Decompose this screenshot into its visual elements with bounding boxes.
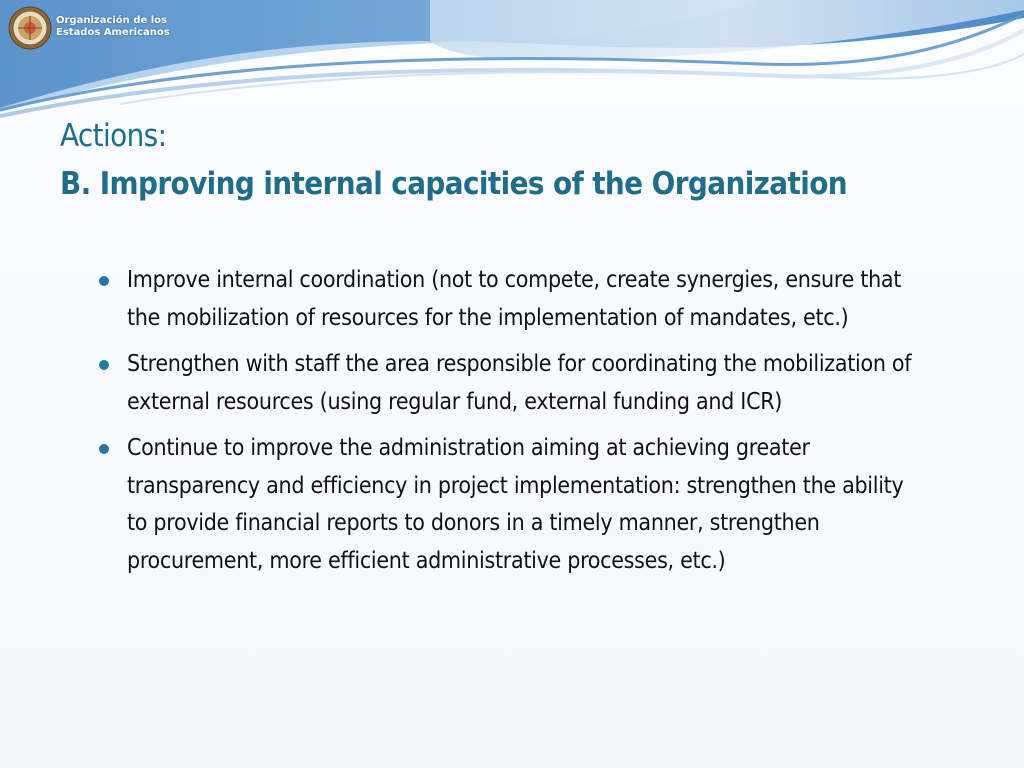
title-line-actions: Actions:: [60, 118, 167, 154]
bullet-item: [98, 430, 938, 580]
bullet-dot-icon: [99, 276, 109, 286]
bullet-text: Improve internal coordination (not to compete, create synergies, ensure that the mobilization of resources for the implementation of mandates, etc.): [127, 267, 902, 331]
title-line-subtitle: B. Improving internal capacities of the Organization: [60, 166, 848, 202]
bullet-dot-icon: [99, 444, 109, 454]
oas-seal-icon: [8, 6, 52, 50]
organization-name: [56, 15, 186, 39]
bullet-dot-icon: [99, 360, 109, 370]
bullet-list: [98, 262, 938, 589]
bullet-item: [98, 262, 938, 337]
bullet-text: Strengthen with staff the area responsible for coordinating the mobilization of external resources (using regular fund, external funding and ICR): [127, 351, 912, 415]
slide-title: [60, 112, 960, 208]
bullet-item: [98, 346, 938, 421]
organization-name-line1: Organización de los: [56, 15, 167, 26]
organization-name-line2: Estados Americanos: [56, 27, 170, 38]
bullet-text: Continue to improve the administration aiming at achieving greater transparency and efficiency in project implementation: strengthen the ability to provide financial reports to donors in a timely manner, strengthen procurement, more efficient administrative processes, etc.): [127, 435, 904, 574]
